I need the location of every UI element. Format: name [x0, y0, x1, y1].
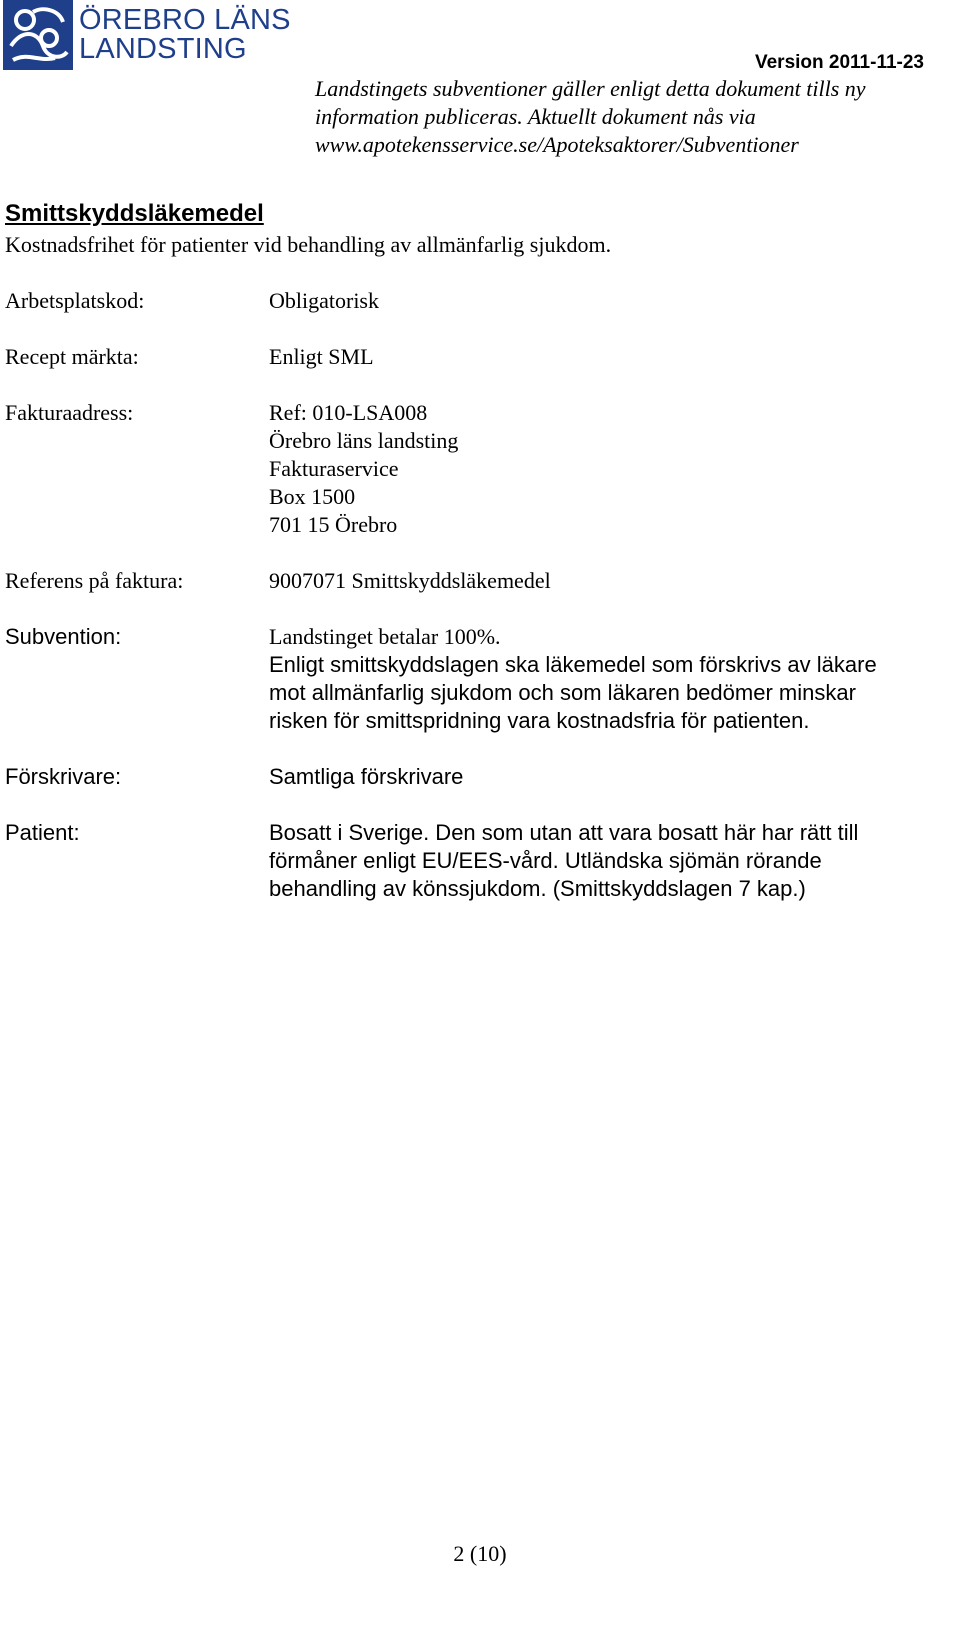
address-line: Fakturaservice — [269, 456, 399, 481]
page-indicator: 2 (10) — [453, 1541, 507, 1566]
logo-line-2: LANDSTING — [79, 33, 247, 65]
field-value: 9007071 Smittskyddsläkemedel — [269, 568, 551, 593]
logo-wordmark — [79, 0, 291, 64]
field-label: Referens på faktura: — [5, 568, 184, 593]
field-label: Patient: — [5, 820, 80, 845]
field-value: Obligatorisk — [269, 288, 379, 313]
field-label: Förskrivare: — [5, 764, 122, 789]
field-label: Subvention: — [5, 624, 122, 649]
field-value-patient — [269, 819, 929, 903]
organization-logo — [3, 0, 291, 70]
field-label: Fakturaadress: — [5, 400, 134, 425]
logo-emblem-icon — [3, 0, 73, 70]
field-label: Arbetsplatskod: — [5, 288, 145, 313]
patient-line: behandling av könssjukdom. (Smittskyddslagen 7 kap.) — [269, 876, 806, 901]
field-value-subvention — [269, 623, 929, 735]
subvention-line: risken för smittspridning vara kostnadsfria för patienten. — [269, 708, 810, 733]
address-line: Box 1500 — [269, 484, 356, 509]
intro-line-1: Landstingets subventioner gäller enligt detta dokument tills ny — [315, 76, 866, 101]
logo-line-1: ÖREBRO LÄNS — [79, 4, 291, 36]
document-version: Version 2011-11-23 — [754, 52, 924, 73]
intro-line-2: information publiceras. Aktuellt dokument nås via — [315, 104, 756, 129]
subvention-line: Enligt smittskyddslagen ska läkemedel som förskrivs av läkare — [269, 652, 877, 677]
field-value: Samtliga förskrivare — [269, 764, 464, 789]
address-line: 701 15 Örebro — [269, 512, 398, 537]
address-line: Örebro läns landsting — [269, 428, 459, 453]
subvention-line: Landstinget betalar 100%. — [269, 624, 501, 649]
patient-line: Bosatt i Sverige. Den som utan att vara bosatt här har rätt till — [269, 820, 859, 845]
field-value-address — [269, 399, 929, 539]
address-line: Ref: 010-LSA008 — [269, 400, 428, 425]
intro-line-3: www.apotekensservice.se/Apoteksaktorer/Subventioner — [315, 132, 799, 157]
subvention-line: mot allmänfarlig sjukdom och som läkaren bedömer minskar — [269, 680, 856, 705]
document-subtitle: Kostnadsfrihet för patienter vid behandling av allmänfarlig sjukdom. — [5, 232, 612, 257]
patient-line: förmåner enligt EU/EES-vård. Utländska sjömän rörande — [269, 848, 822, 873]
document-title: Smittskyddsläkemedel — [5, 200, 264, 227]
field-label: Recept märkta: — [5, 344, 139, 369]
intro-notice — [315, 75, 945, 159]
field-value: Enligt SML — [269, 344, 374, 369]
